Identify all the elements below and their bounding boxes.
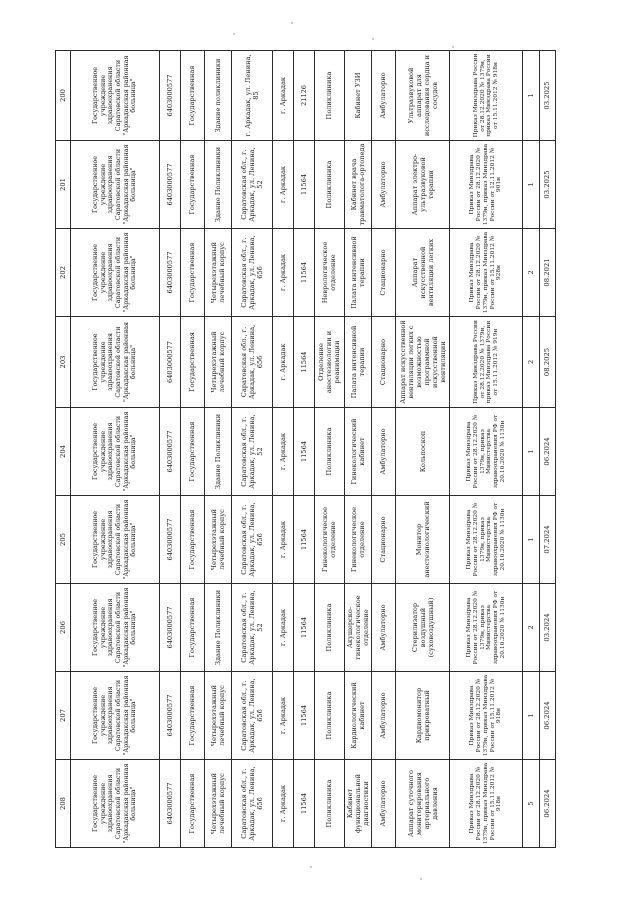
cell-equipment: Аппарат электро-ультразвуковой терапии (396, 141, 450, 229)
cell-postcode: 11564 (294, 584, 314, 672)
cell-address: г. Аркадак, ул. Ленина, 85 (232, 51, 273, 141)
cell-year: 03.2025 (539, 51, 555, 141)
cell-num: 205 (56, 496, 71, 584)
row-basis (450, 51, 523, 848)
cell-name: Государственное учреждение здравоохранения Саратовской области "Аркадакская районная больница" (70, 760, 159, 848)
rotated-registry (55, 51, 555, 848)
cell-ownership: Государственная (180, 584, 204, 672)
cell-inn: 6403000577 (160, 584, 180, 672)
cell-dept: Гинекологическое отделение (314, 496, 344, 584)
cell-basis: Приказ Минздрава России от 28.12.2020 № 1379н, приказ Министерства здравоохранения РФ от 20.10.2020 № 1130н (450, 496, 523, 584)
cell-basis: Приказ Минздрава России от 28.12.2020 № 1379н, приказ Минздрава России от 12.11.2012 № 901н (450, 141, 523, 229)
cell-care: Амбулаторно (371, 141, 395, 229)
row-num (56, 51, 71, 848)
cell-ownership: Государственная (180, 317, 204, 408)
cell-building: Четырехэтажный лечебный корпус (204, 496, 231, 584)
cell-name: Государственное учреждение здравоохранения Саратовской области "Аркадакская районная больница" (70, 317, 159, 408)
cell-postcode: 11564 (294, 760, 314, 848)
row-postcode (294, 51, 314, 848)
scan-speck (372, 38, 374, 40)
cell-locality: г. Аркадак (272, 672, 294, 760)
scan-speck (310, 866, 312, 868)
cell-equipment: Аппарат суточного мониторирования артериального давления (396, 760, 450, 848)
equipment-registry-table (55, 50, 556, 848)
cell-num: 206 (56, 584, 71, 672)
cell-room: Гинекологическое отделение (344, 496, 371, 584)
cell-name: Государственное учреждение здравоохранения Саратовской области "Аркадакская районная больница" (70, 141, 159, 229)
cell-dept: Неврологическое отделение (314, 229, 344, 317)
scan-speck (420, 878, 422, 880)
row-dept (314, 51, 344, 848)
cell-building: Четырехэтажный лечебный корпус (204, 229, 231, 317)
cell-equipment: Монитор анестезиологический (396, 496, 450, 584)
cell-care: Амбулаторно (371, 584, 395, 672)
cell-postcode: 11564 (294, 317, 314, 408)
cell-year: 07.2024 (539, 496, 555, 584)
cell-equipment: Кольпоскоп (396, 408, 450, 496)
cell-care: Стационарно (371, 496, 395, 584)
cell-name: Государственное учреждение здравоохранения Саратовской области "Аркадакская районная больница" (70, 229, 159, 317)
cell-building: Четырехэтажный лечебный корпус (204, 760, 231, 848)
cell-name: Государственное учреждение здравоохранения Саратовской области "Аркадакская районная больница" (70, 672, 159, 760)
cell-address: Саратовская обл., г. Аркадак, ул. Ленина, 65б (232, 496, 273, 584)
cell-room: Кабинет функциональной диагностики (344, 760, 371, 848)
cell-building: Четырехэтажный лечебный корпус (204, 672, 231, 760)
cell-inn: 6403000577 (160, 672, 180, 760)
cell-address: Саратовская обл., г. Аркадак, ул. Ленина, 65б (232, 760, 273, 848)
cell-locality: г. Аркадак (272, 496, 294, 584)
cell-dept: Поликлиника (314, 51, 344, 141)
cell-basis: Приказ Минздрава России от 28.12.2020 № 1379н, приказ Минздрава России от 15.11.2012 № 918н (450, 760, 523, 848)
cell-qty: 2 (523, 584, 539, 672)
row-year (539, 51, 555, 848)
cell-postcode: 11564 (294, 672, 314, 760)
row-ownership (180, 51, 204, 848)
cell-locality: г. Аркадак (272, 141, 294, 229)
cell-ownership: Государственная (180, 496, 204, 584)
cell-ownership: Государственная (180, 672, 204, 760)
cell-dept: Поликлиника (314, 141, 344, 229)
scan-speck (452, 46, 454, 48)
cell-year: 08.2025 (539, 317, 555, 408)
cell-care: Стационарно (371, 229, 395, 317)
cell-basis: Приказ Минздрава России от 28.12.2020 № 1379н, приказ Минздрава России от 15.11.2012 № 919н (450, 317, 523, 408)
cell-address: Саратовская обл., г. Аркадак, ул. Ленина, 65б (232, 317, 273, 408)
cell-year: 03.2025 (539, 141, 555, 229)
cell-name: Государственное учреждение здравоохранения Саратовской области "Аркадакская районная больница" (70, 51, 159, 141)
cell-basis: Приказ Минздрава России от 28.12.2020 № 1379н, приказ Министерства здравоохранения РФ от 20.10.2020 № 1130н (450, 584, 523, 672)
cell-qty: 5 (523, 760, 539, 848)
cell-building: Здание Поликлиники (204, 141, 231, 229)
cell-locality: г. Аркадак (272, 584, 294, 672)
cell-care: Стационарно (371, 317, 395, 408)
row-care (371, 51, 395, 848)
row-locality (272, 51, 294, 848)
cell-qty: 1 (523, 672, 539, 760)
cell-address: Саратовская обл., г. Аркадак, ул. Ленина, 65б (232, 229, 273, 317)
cell-ownership: Государственная (180, 760, 204, 848)
cell-room: Кабинет врача травматолога-ортопеда (344, 141, 371, 229)
cell-address: Саратовская обл., г. Аркадак, ул. Ленина, 52 (232, 408, 273, 496)
cell-qty: 2 (523, 229, 539, 317)
scan-speck (233, 33, 235, 35)
cell-year: 06.2024 (539, 760, 555, 848)
cell-ownership: Государственная (180, 229, 204, 317)
cell-locality: г. Аркадак (272, 229, 294, 317)
scan-speck (291, 22, 293, 24)
cell-qty: 1 (523, 408, 539, 496)
cell-qty: 2 (523, 317, 539, 408)
cell-basis: Приказ Минздрава России от 28.12.2020 № 1379н, приказ Минздрава России от 15.11.2012 № 918н (450, 51, 523, 141)
cell-qty: 1 (523, 496, 539, 584)
cell-care: Амбулаторно (371, 408, 395, 496)
cell-num: 201 (56, 141, 71, 229)
cell-care: Амбулаторно (371, 760, 395, 848)
cell-building: Здание Поликлиники (204, 584, 231, 672)
cell-locality: г. Аркадак (272, 317, 294, 408)
row-equipment (396, 51, 450, 848)
cell-qty: 1 (523, 51, 539, 141)
cell-building: Здание Поликлиники (204, 408, 231, 496)
cell-num: 200 (56, 51, 71, 141)
cell-year: 06.2024 (539, 672, 555, 760)
cell-ownership: Государственная (180, 51, 204, 141)
cell-dept: Поликлиника (314, 672, 344, 760)
row-address (232, 51, 273, 848)
cell-equipment: Аппарат искусственной вентиляции легких с возможностью программной искусственной вентиляции (396, 317, 450, 408)
cell-locality: г. Аркадак (272, 408, 294, 496)
cell-building: Здание поликлиники (204, 51, 231, 141)
cell-equipment: Кардиомонитор прикроватный (396, 672, 450, 760)
cell-room: Гинекологический кабинет (344, 408, 371, 496)
cell-postcode: 11564 (294, 141, 314, 229)
cell-inn: 6403000577 (160, 51, 180, 141)
cell-name: Государственное учреждение здравоохранения Саратовской области "Аркадакская районная больница" (70, 496, 159, 584)
row-inn (160, 51, 180, 848)
cell-building: Четырехэтажный лечебный корпус (204, 317, 231, 408)
cell-inn: 6403000577 (160, 317, 180, 408)
cell-address: Саратовская обл., г. Аркадак, ул. Ленина, 52 (232, 141, 273, 229)
row-name (70, 51, 159, 848)
cell-locality: г. Аркадак (272, 51, 294, 141)
cell-postcode: 21126 (294, 51, 314, 141)
cell-care: Амбулаторно (371, 51, 395, 141)
cell-inn: 6403000577 (160, 229, 180, 317)
cell-num: 208 (56, 760, 71, 848)
cell-room: Акушерско-гинекологическое отделение (344, 584, 371, 672)
cell-inn: 6403000577 (160, 408, 180, 496)
cell-room: Палата интенсивной терапии (344, 229, 371, 317)
cell-dept: Поликлиника (314, 584, 344, 672)
cell-postcode: 11564 (294, 496, 314, 584)
cell-dept: Поликлиника (314, 760, 344, 848)
cell-year: 03.2024 (539, 584, 555, 672)
cell-ownership: Государственная (180, 141, 204, 229)
cell-address: Саратовская обл., г. Аркадак, ул. Ленина, 65б (232, 672, 273, 760)
cell-locality: г. Аркадак (272, 760, 294, 848)
cell-inn: 6403000577 (160, 141, 180, 229)
cell-room: Кардиологический кабинет (344, 672, 371, 760)
cell-care: Амбулаторно (371, 672, 395, 760)
cell-address: Саратовская обл., г. Аркадак, ул. Ленина, 52 (232, 584, 273, 672)
cell-inn: 6403000577 (160, 496, 180, 584)
row-room (344, 51, 371, 848)
cell-equipment: Стерилизатор воздушный (суховоздушный) (396, 584, 450, 672)
cell-name: Государственное учреждение здравоохранения Саратовской области "Аркадакская районная больница" (70, 408, 159, 496)
row-qty (523, 51, 539, 848)
cell-num: 204 (56, 408, 71, 496)
cell-equipment: Аппарат искусственной вентиляции легких (396, 229, 450, 317)
cell-year: 06.2024 (539, 408, 555, 496)
cell-basis: Приказ Минздрава России от 28.12.2020 № 1379н, приказ Минздрава России от 15.11.2012 № 918н (450, 672, 523, 760)
cell-basis: Приказ Минздрава России от 28.12.2020 № 1379н, приказ Министерства здравоохранения РФ от 20.10.2020 № 1130н (450, 408, 523, 496)
cell-dept: Отделение анестезиологии и реанимации (314, 317, 344, 408)
cell-basis: Приказ Минздрава России от 28.12.2020 № 1379н, приказ Минздрава России от 15.11.2012 № 928н (450, 229, 523, 317)
cell-room: Палата интенсивной терапии (344, 317, 371, 408)
cell-num: 207 (56, 672, 71, 760)
cell-dept: Поликлиника (314, 408, 344, 496)
cell-equipment: Ультразвуковой аппарат для исследования сердца и сосудов (396, 51, 450, 141)
cell-ownership: Государственная (180, 408, 204, 496)
cell-postcode: 11564 (294, 408, 314, 496)
cell-inn: 6403000577 (160, 760, 180, 848)
cell-num: 203 (56, 317, 71, 408)
cell-num: 202 (56, 229, 71, 317)
cell-room: Кабинет УЗИ (344, 51, 371, 141)
cell-postcode: 11564 (294, 229, 314, 317)
cell-year: 08.2021 (539, 229, 555, 317)
cell-qty: 1 (523, 141, 539, 229)
cell-name: Государственное учреждение здравоохранения Саратовской области "Аркадакская районная больница" (70, 584, 159, 672)
row-building (204, 51, 231, 848)
